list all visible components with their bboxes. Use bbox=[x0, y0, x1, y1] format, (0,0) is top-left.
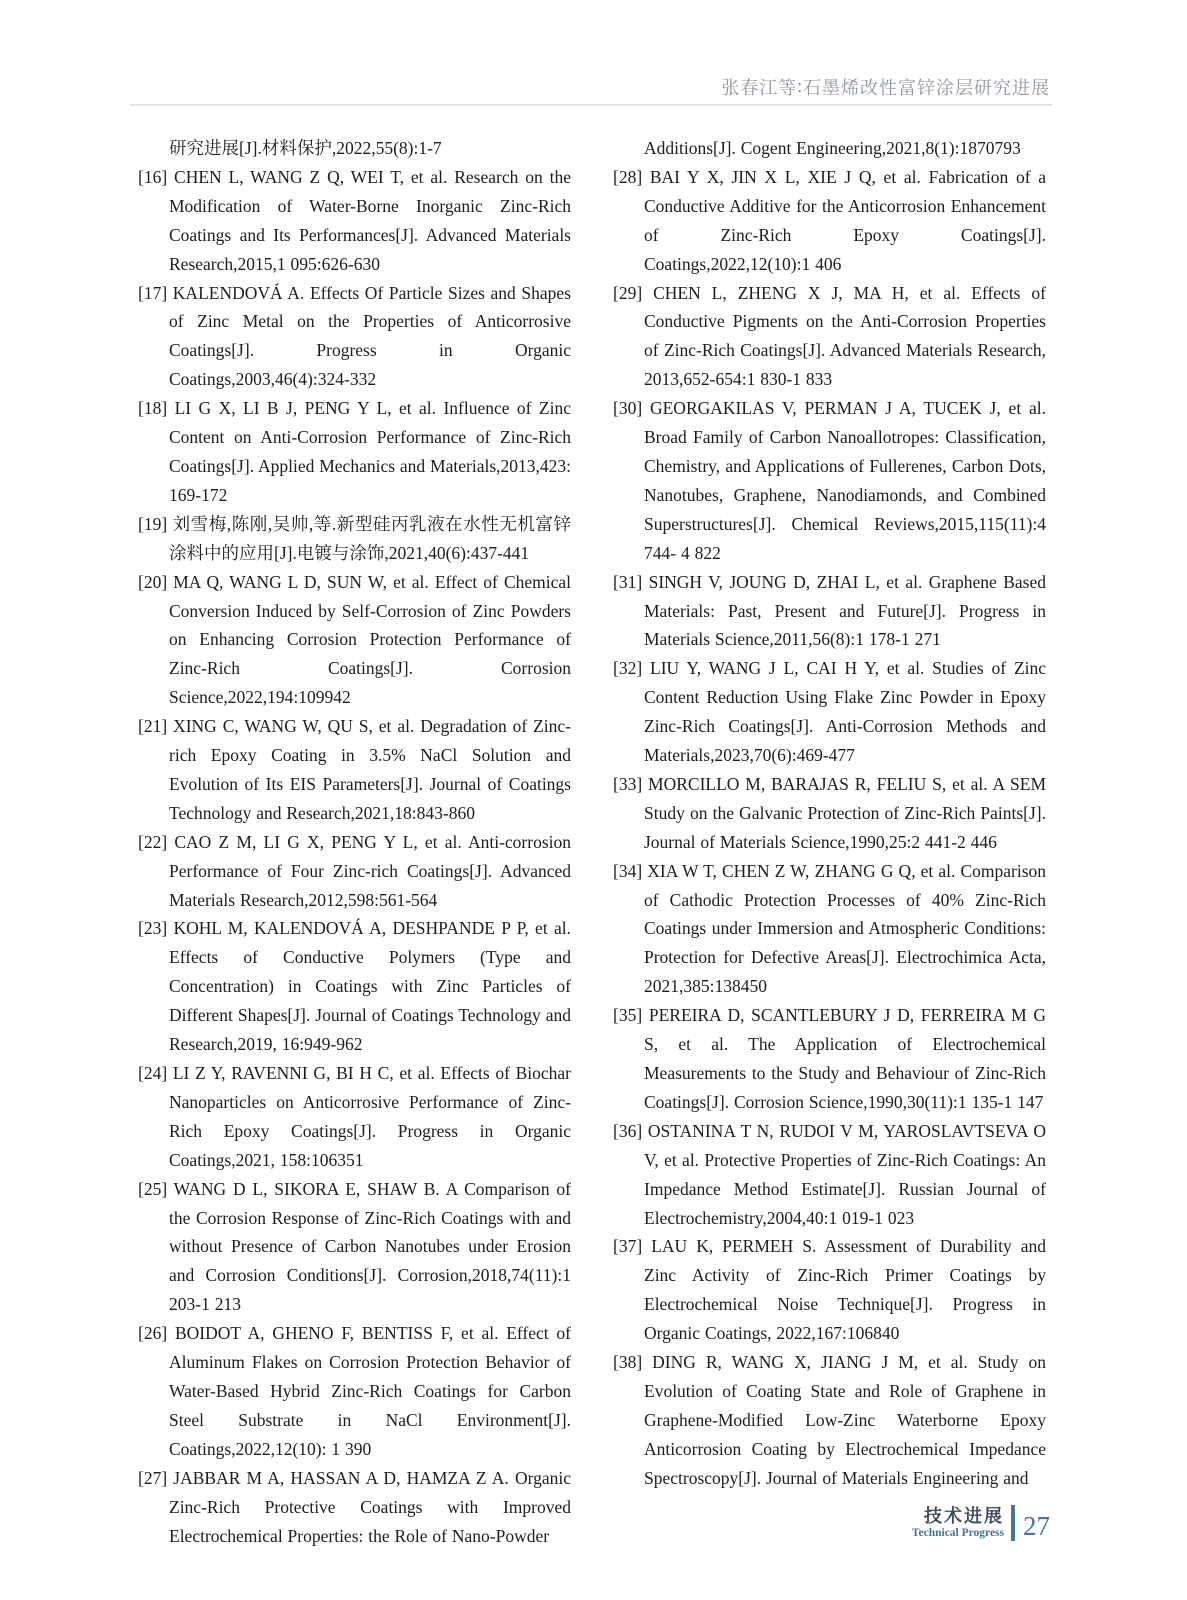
reference-number: [32] bbox=[613, 658, 643, 679]
reference-text: PEREIRA D, SCANTLEBURY J D, FERREIRA M G S, et al. The Application of Electrochemical Measurements to the Study and Behaviour of Zinc-Rich Coatings[J]. Corrosion Science,1990,30(11):1 135-1 147 bbox=[644, 1005, 1046, 1112]
reference-text: BAI Y X, JIN X L, XIE J Q, et al. Fabrication of a Conductive Additive for the Anticorrosion Enhancement of Zinc-Rich Epoxy Coatings[J]. Coatings,2022,12(10):1 406 bbox=[644, 166, 1047, 274]
footer-section-labels bbox=[912, 1506, 1004, 1540]
reference-entry bbox=[138, 510, 571, 568]
reference-entry bbox=[613, 770, 1046, 857]
reference-entry bbox=[138, 163, 571, 279]
reference-text: LI Z Y, RAVENNI G, BI H C, et al. Effects of Biochar Nanoparticles on Anticorrosive Performance of Zinc-Rich Epoxy Coatings[J]. Progress in Organic Coatings,2021, 158:106351 bbox=[169, 1063, 572, 1170]
reference-entry bbox=[138, 828, 571, 915]
reference-text: CHEN L, ZHENG X J, MA H, et al. Effects of Conductive Pigments on the Anti-Corrosion Properties of Zinc-Rich Coatings[J]. Advanced Materials Research, 2013,652-654:1 830-1 833 bbox=[644, 282, 1047, 390]
reference-text: XING C, WANG W, QU S, et al. Degradation of Zinc-rich Epoxy Coating in 3.5% NaCl Solution and Evolution of Its EIS Parameters[J]. Journal of Coatings Technology and Research,2021,18:843-860 bbox=[169, 716, 571, 823]
reference-entry bbox=[138, 279, 571, 395]
reference-number: [21] bbox=[138, 716, 168, 737]
reference-entry bbox=[138, 394, 571, 510]
references-section bbox=[138, 134, 1047, 1550]
reference-text: LAU K, PERMEH S. Assessment of Durability and Zinc Activity of Zinc-Rich Primer Coatings by Electrochemical Noise Technique[J]. Progress in Organic Coatings, 2022,167:106840 bbox=[644, 1236, 1046, 1344]
reference-entry bbox=[138, 1175, 571, 1320]
reference-number: [25] bbox=[138, 1178, 168, 1199]
reference-number: [36] bbox=[613, 1120, 643, 1141]
reference-number: [28] bbox=[613, 166, 643, 187]
reference-entry bbox=[613, 163, 1046, 279]
reference-number: [35] bbox=[613, 1005, 643, 1026]
reference-text: 刘雪梅,陈刚,吴帅,等.新型硅丙乳液在水性无机富锌涂料中的应用[J].电镀与涂饰,2021,40(6):437-441 bbox=[169, 513, 572, 563]
reference-text: WANG D L, SIKORA E, SHAW B. A Comparison of the Corrosion Response of Zinc-Rich Coatings with and without Presence of Carbon Nanotubes under Erosion and Corrosion Conditions[J]. Corrosion,2018,74(11):1 203-1 213 bbox=[169, 1178, 572, 1315]
reference-entry bbox=[138, 712, 571, 828]
reference-text: BOIDOT A, GHENO F, BENTISS F, et al. Effect of Aluminum Flakes on Corrosion Protection Behavior of Water-Based Hybrid Zinc-Rich Coatings for Carbon Steel Substrate in NaCl Environment[J]. Coatings,2022,12(10): 1 390 bbox=[169, 1323, 572, 1459]
references-column-right bbox=[613, 134, 1046, 1550]
reference-text: KALENDOVÁ A. Effects Of Particle Sizes and Shapes of Zinc Metal on the Properties of Anticorrosive Coatings[J]. Progress in Organic Coatings,2003,46(4):324-332 bbox=[169, 282, 572, 390]
reference-number: [33] bbox=[613, 773, 643, 794]
footer-section-title-en: Technical Progress bbox=[911, 1527, 1004, 1539]
reference-text: CHEN L, WANG Z Q, WEI T, et al. Research on the Modification of Water-Borne Inorganic Zinc-Rich Coatings and Its Performances[J]. Advanced Materials Research,2015,1 095:626-630 bbox=[169, 166, 571, 274]
reference-text: XIA W T, CHEN Z W, ZHANG G Q, et al. Comparison of Cathodic Protection Processes of 40% Zinc-Rich Coatings under Immersion and Atmospheric Conditions: Protection for Defective Areas[J]. Electrochimica Acta, 2021,385:138450 bbox=[644, 860, 1047, 997]
running-title: 张春江等∶石墨烯改性富锌涂层研究进展 bbox=[721, 78, 1050, 98]
reference-number: [37] bbox=[613, 1236, 643, 1257]
reference-entry bbox=[613, 1117, 1046, 1233]
reference-text: JABBAR M A, HASSAN A D, HAMZA Z A. Organic Zinc-Rich Protective Coatings with Improved Electrochemical Properties: the Role of Nano-Powder bbox=[169, 1467, 571, 1546]
reference-text: GEORGAKILAS V, PERMAN J A, TUCEK J, et al. Broad Family of Carbon Nanoallotropes: Classification, Chemistry, and Applications of Fullerenes, Carbon Dots, Nanotubes, Graphene, Nanodiamonds, and Combined Superstructures[J]. Chemical Reviews,2015,115(11):4 744- 4 822 bbox=[644, 398, 1047, 563]
footer-divider bbox=[1011, 1505, 1015, 1541]
reference-entry bbox=[138, 1319, 571, 1464]
reference-text: LIU Y, WANG J L, CAI H Y, et al. Studies of Zinc Content Reduction Using Flake Zinc Powder in Epoxy Zinc-Rich Coatings[J]. Anti-Corrosion Methods and Materials,2023,70(6):469-477 bbox=[644, 658, 1047, 766]
reference-text: Additions[J]. Cogent Engineering,2021,8(1):1870793 bbox=[644, 138, 1021, 158]
reference-number: [17] bbox=[138, 282, 168, 303]
reference-entry bbox=[613, 279, 1046, 395]
reference-text: MA Q, WANG L D, SUN W, et al. Effect of Chemical Conversion Induced by Self-Corrosion of Zinc Powders on Enhancing Corrosion Protection Performance of Zinc-Rich Coatings[J]. Corrosion Science,2022,194:109942 bbox=[169, 571, 571, 708]
reference-entry bbox=[613, 1232, 1046, 1348]
references-column-left bbox=[138, 134, 571, 1550]
reference-number: [38] bbox=[613, 1352, 643, 1373]
reference-number: [18] bbox=[138, 398, 168, 419]
reference-text: CAO Z M, LI G X, PENG Y L, et al. Anti-corrosion Performance of Four Zinc-rich Coatings[J]. Advanced Materials Research,2012,598:561-564 bbox=[169, 831, 572, 910]
reference-number: [26] bbox=[138, 1323, 168, 1344]
reference-text: LI G X, LI B J, PENG Y L, et al. Influence of Zinc Content on Anti-Corrosion Performance of Zinc-Rich Coatings[J]. Applied Mechanics and Materials,2013,423: 169-172 bbox=[169, 398, 571, 505]
reference-number: [20] bbox=[138, 571, 168, 592]
reference-entry bbox=[613, 568, 1046, 655]
page-number: 27 bbox=[1023, 1511, 1050, 1541]
reference-number: [19] bbox=[138, 513, 168, 534]
reference-entry bbox=[613, 1348, 1046, 1493]
reference-entry bbox=[138, 914, 571, 1059]
reference-entry bbox=[613, 857, 1046, 1002]
reference-entry bbox=[613, 134, 1046, 163]
reference-entry bbox=[613, 394, 1046, 567]
reference-text: 研究进展[J].材料保护,2022,55(8):1-7 bbox=[169, 138, 442, 158]
reference-text: MORCILLO M, BARAJAS R, FELIU S, et al. A SEM Study on the Galvanic Protection of Zinc-Rich Paints[J]. Journal of Materials Science,1990,25:2 441-2 446 bbox=[644, 773, 1047, 852]
reference-text: KOHL M, KALENDOVÁ A, DESHPANDE P P, et al. Effects of Conductive Polymers (Type and Concentration) in Coatings with Zinc Particles of Different Shapes[J]. Journal of Coatings Technology and Research,2019, 16:949-962 bbox=[169, 918, 571, 1055]
footer-section-title-cn: 技术进展 bbox=[924, 1506, 1004, 1526]
reference-entry bbox=[138, 1464, 571, 1551]
reference-text: OSTANINA T N, RUDOI V M, YAROSLAVTSEVA O V, et al. Protective Properties of Zinc-Rich Coatings: An Impedance Method Estimate[J]. Russian Journal of Electrochemistry,2004,40:1 019-1 023 bbox=[644, 1120, 1046, 1228]
reference-entry bbox=[613, 654, 1046, 770]
reference-number: [16] bbox=[138, 166, 168, 187]
reference-number: [24] bbox=[138, 1063, 168, 1083]
reference-entry bbox=[138, 1059, 571, 1175]
page-footer bbox=[912, 1502, 1050, 1544]
reference-number: [30] bbox=[613, 398, 643, 419]
reference-number: [29] bbox=[613, 282, 643, 303]
reference-entry bbox=[613, 1001, 1046, 1117]
reference-number: [31] bbox=[613, 571, 643, 592]
reference-text: DING R, WANG X, JIANG J M, et al. Study on Evolution of Coating State and Role of Graphene in Graphene-Modified Low-Zinc Waterborne Epoxy Anticorrosion Coating by Electrochemical Impedance Spectroscopy[J]. Journal of Materials Engineering and bbox=[644, 1352, 1046, 1488]
reference-number: [23] bbox=[138, 918, 168, 939]
reference-number: [22] bbox=[138, 831, 168, 852]
reference-number: [34] bbox=[613, 860, 643, 881]
reference-entry bbox=[138, 568, 571, 713]
reference-number: [27] bbox=[138, 1467, 168, 1488]
header-rule bbox=[130, 104, 1052, 106]
reference-entry bbox=[138, 134, 571, 163]
reference-text: SINGH V, JOUNG D, ZHAI L, et al. Graphene Based Materials: Past, Present and Future[J]. Progress in Materials Science,2011,56(8):1 178-1 271 bbox=[644, 571, 1046, 650]
